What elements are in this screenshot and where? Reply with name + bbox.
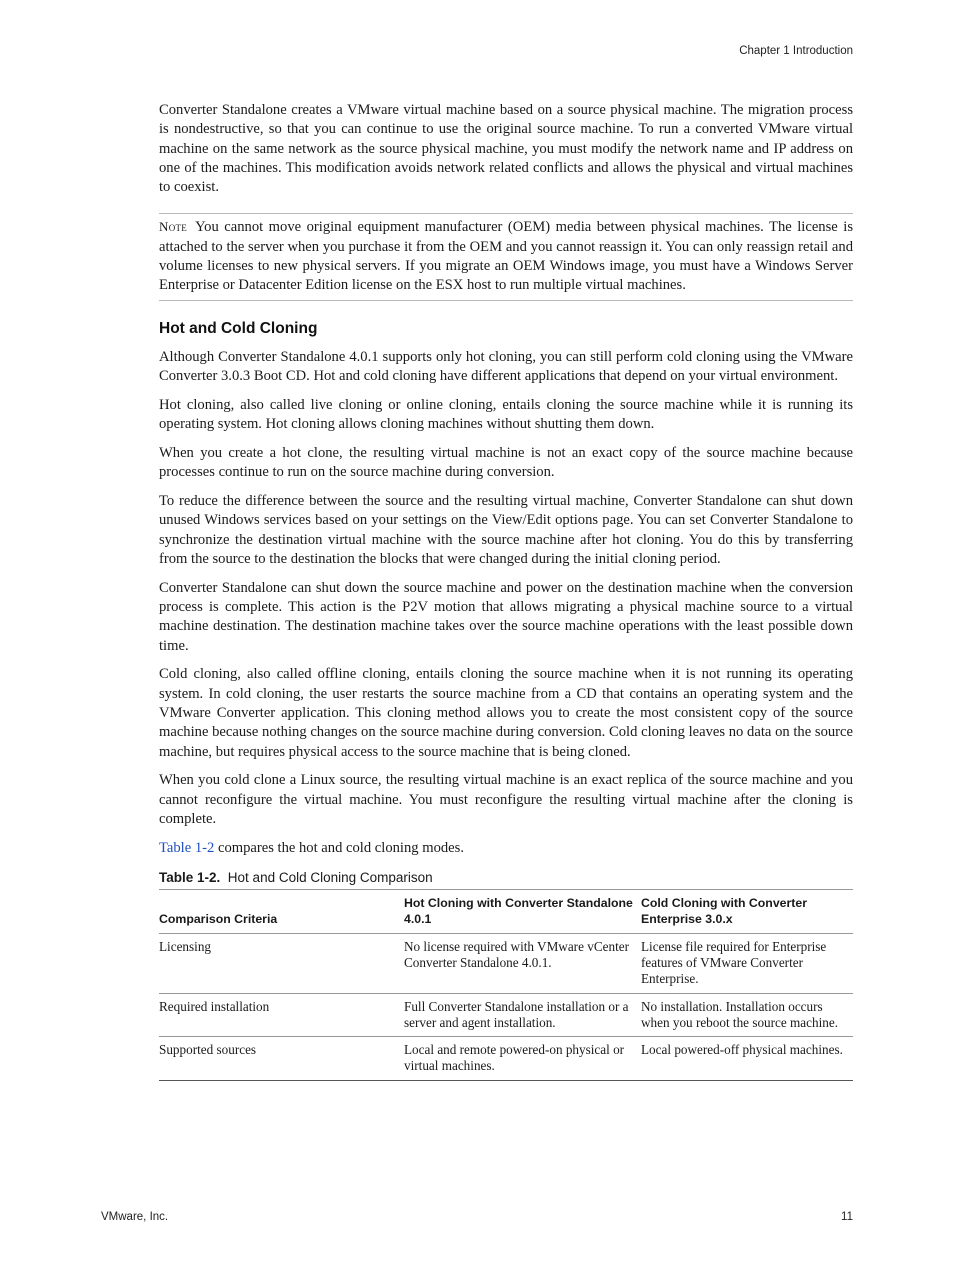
table-cell: Full Converter Standalone installation or a server and agent installation. bbox=[404, 993, 641, 1036]
table-1-2-link[interactable]: Table 1-2 bbox=[159, 839, 215, 856]
body-paragraph: To reduce the difference between the source and the resulting virtual machine, Converter Standalone can shut down unused Windows services based on your settings on the View/Edit options page. You can set Converter Standalone to synchronize the destination virtual machine with the source machine after hot cloning. You do this by transferring from the source to the destination the blocks that were changed during the initial cloning period. bbox=[159, 492, 853, 567]
note-text: You cannot move original equipment manufacturer (OEM) media between physical machines. The license is attached to the server when you purchase it from the OEM and you cannot reassign it. You can only reassign retail and volume licenses to new physical servers. If you migrate an OEM Windows image, you must have a Windows Server Enterprise or Datacenter Edition license on the ESX host to run multiple virtual machines. bbox=[159, 219, 853, 294]
column-header-criteria: Comparison Criteria bbox=[159, 890, 404, 934]
note-label: Note bbox=[159, 219, 188, 235]
table-row bbox=[159, 934, 853, 994]
table-cell: Local powered-off physical machines. bbox=[641, 1042, 843, 1058]
body-paragraph: Although Converter Standalone 4.0.1 supports only hot cloning, you can still perform cold cloning using the VMware Converter 3.0.3 Boot CD. Hot and cold cloning have different applications that depend on your virtual environment. bbox=[159, 348, 853, 384]
table-cell: No installation. Installation occurs when you reboot the source machine. bbox=[641, 993, 853, 1036]
table-reference-text: compares the hot and cold cloning modes. bbox=[214, 839, 464, 856]
column-header-hot-cloning: Hot Cloning with Converter Standalone 4.0.1 bbox=[404, 890, 641, 934]
running-header: Chapter 1 Introduction bbox=[739, 45, 853, 57]
note-paragraph bbox=[159, 217, 853, 295]
table-cell: Supported sources bbox=[159, 1042, 257, 1058]
body-paragraph: When you create a hot clone, the resulting virtual machine is not an exact copy of the source machine because processes continue to run on the source machine during conversion. bbox=[159, 444, 853, 481]
note-box bbox=[159, 213, 853, 300]
section-heading: Hot and Cold Cloning bbox=[159, 319, 318, 337]
page-number: 11 bbox=[841, 1211, 853, 1223]
table-cell: Required installation bbox=[159, 993, 404, 1036]
intro-paragraph: Converter Standalone creates a VMware virtual machine based on a source physical machine. The migration process is nondestructive, so that you can continue to use the original source machine. To run a converted VMware virtual machine on the same network as the source physical machine, you must modify the network name and IP address on one of the machines. This modification avoids network related conflicts and allows the physical and virtual machines to coexist. bbox=[159, 102, 853, 196]
table-row bbox=[159, 1037, 853, 1081]
body-paragraph: Hot cloning, also called live cloning or online cloning, entails cloning the source machine while it is running its operating system. Hot cloning allows cloning machines without shutting them down. bbox=[159, 396, 853, 433]
body-paragraph: Cold cloning, also called offline cloning, entails cloning the source machine when it is not running its operating system. In cold cloning, the user restarts the source machine from a CD that contains an operating system and the VMware Converter application. This cloning method allows you to create the most consistent copy of the source machine because nothing changes on the source machine during conversion. Cold cloning leaves no data on the source machine, but requires physical access to the source machine that is being cloned. bbox=[159, 666, 853, 760]
cloning-comparison-table bbox=[159, 889, 853, 1081]
table-row bbox=[159, 993, 853, 1036]
table-cell: Local and remote powered-on physical or virtual machines. bbox=[404, 1042, 625, 1074]
table-header-row bbox=[159, 890, 853, 934]
table-caption-number: Table 1-2. bbox=[159, 870, 221, 885]
table-cell: Licensing bbox=[159, 934, 404, 994]
table-caption bbox=[159, 870, 853, 885]
table-cell: License file required for Enterprise features of VMware Converter Enterprise. bbox=[641, 934, 853, 994]
table-caption-title: Hot and Cold Cloning Comparison bbox=[227, 870, 433, 885]
body-paragraph: Converter Standalone can shut down the source machine and power on the destination machine when the conversion process is complete. This action is the P2V motion that allows migrating a physical machine source to a virtual machine destination. The destination machine takes over the source machine operations with the least possible down time. bbox=[159, 579, 853, 654]
table-reference-paragraph bbox=[159, 839, 853, 858]
column-header-cold-cloning: Cold Cloning with Converter Enterprise 3.0.x bbox=[641, 890, 853, 934]
table-cell: No license required with VMware vCenter Converter Standalone 4.0.1. bbox=[404, 934, 641, 994]
footer-company: VMware, Inc. bbox=[101, 1211, 169, 1223]
body-paragraph: When you cold clone a Linux source, the resulting virtual machine is an exact replica of the source machine and you cannot reconfigure the virtual machine. You must reconfigure the resulting virtual machine after the cloning is complete. bbox=[159, 772, 853, 827]
main-content bbox=[159, 101, 853, 1081]
